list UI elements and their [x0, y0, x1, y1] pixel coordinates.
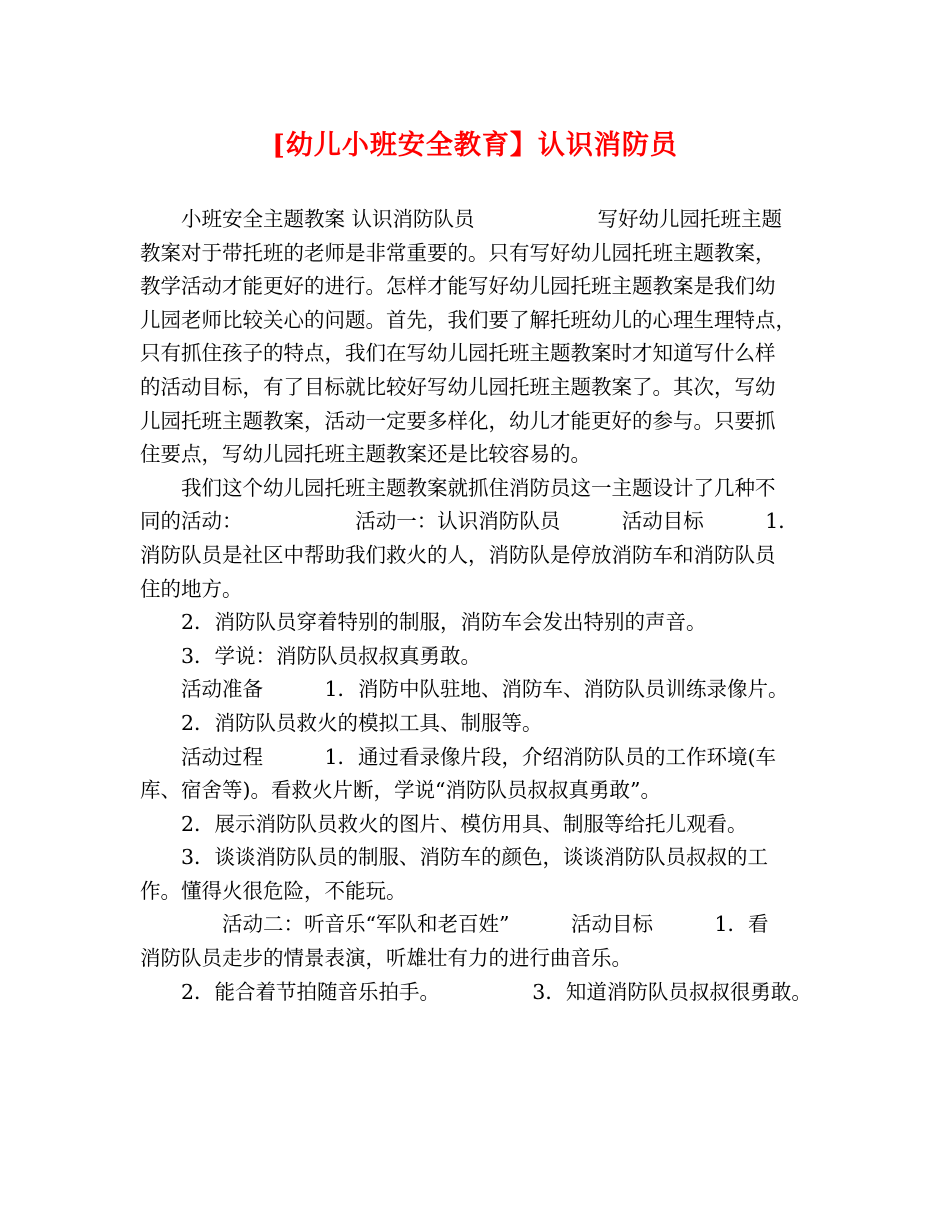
- text-line: 住的地方。: [140, 576, 243, 601]
- text-line: 只有抓住孩子的特点，我们在写幼儿园托班主题教案时才知道写什么样: [140, 341, 776, 366]
- text-line: 的活动目标，有了目标就比较好写幼儿园托班主题教案了。其次，写幼: [140, 374, 776, 399]
- text-line: 同的活动： 活动一：认识消防队员 活动目标 1．: [140, 509, 799, 534]
- text-line: 教学活动才能更好的进行。怎样才能写好幼儿园托班主题教案是我们幼: [140, 274, 776, 299]
- text-line: 活动二：听音乐“军队和老百姓” 活动目标 1．看: [140, 912, 769, 937]
- text-line: 2．能合着节拍随音乐拍手。 3．知道消防队员叔叔很勇敢。: [140, 979, 812, 1004]
- text-line: 2．消防队员救火的模拟工具、制服等。: [140, 710, 543, 735]
- text-line: 3．谈谈消防队员的制服、消防车的颜色，谈谈消防队员叔叔的工: [140, 845, 769, 870]
- text-line: 儿园托班主题教案，活动一定要多样化，幼儿才能更好的参与。只要抓: [140, 408, 776, 433]
- text-line: 住要点，写幼儿园托班主题教案还是比较容易的。: [140, 442, 591, 467]
- text-line: 3．学说：消防队员叔叔真勇敢。: [140, 643, 482, 668]
- text-line: 库、宿舍等)。看救火片断，学说“消防队员叔叔真勇敢”。: [140, 778, 661, 803]
- text-line: 小班安全主题教案 认识消防队员 写好幼儿园托班主题: [140, 207, 783, 231]
- text-line: 儿园老师比较关心的问题。首先，我们要了解托班幼儿的心理生理特点，: [140, 307, 796, 332]
- text-line: 作。懂得火很危险，不能玩。: [140, 878, 407, 903]
- document-body: [140, 203, 830, 1009]
- text-line: 活动过程 1．通过看录像片段，介绍消防队员的工作环境(车: [140, 744, 777, 769]
- document-title: [幼儿小班安全教育】认识消防员: [272, 130, 678, 161]
- text-line: 消防队员是社区中帮助我们救火的人，消防队是停放消防车和消防队员: [140, 542, 776, 567]
- text-line: 教案对于带托班的老师是非常重要的。只有写好幼儿园托班主题教案，: [140, 240, 776, 265]
- text-line: 活动准备 1．消防中队驻地、消防车、消防队员训练录像片。: [140, 677, 789, 702]
- text-line: 消防队员走步的情景表演，听雄壮有力的进行曲音乐。: [140, 946, 632, 971]
- text-line: 我们这个幼儿园托班主题教案就抓住消防员这一主题设计了几种不: [140, 475, 776, 500]
- text-line: 2．消防队员穿着特别的制服，消防车会发出特别的声音。: [140, 610, 707, 635]
- text-line: 2．展示消防队员救火的图片、模仿用具、制服等给托儿观看。: [140, 811, 748, 836]
